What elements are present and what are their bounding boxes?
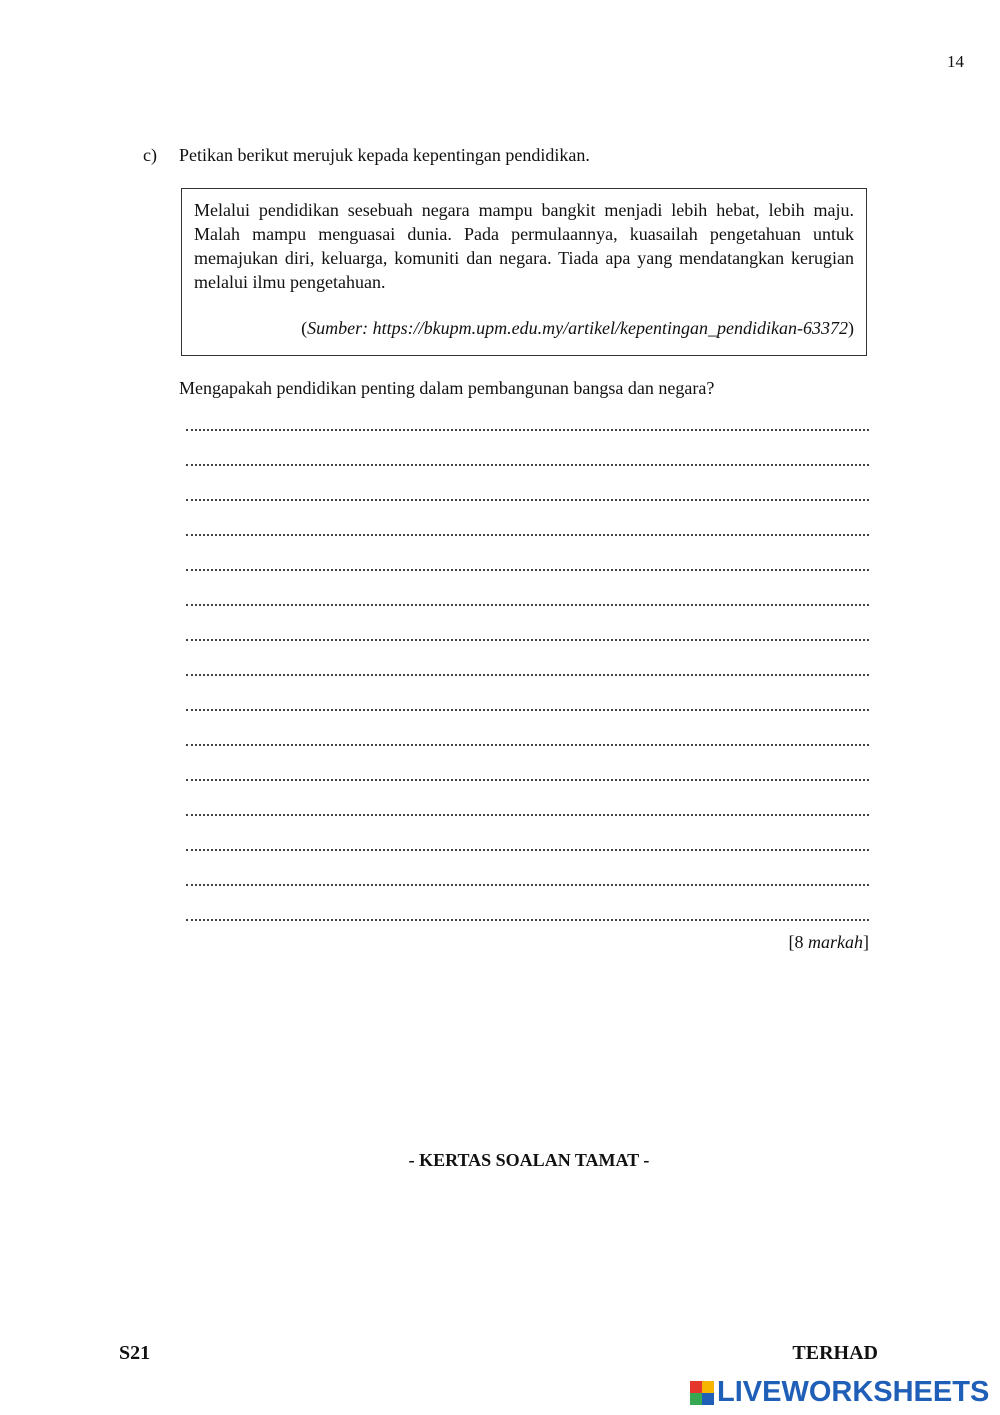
answer-area[interactable] (186, 420, 869, 921)
answer-line[interactable] (186, 420, 869, 431)
answer-line[interactable] (186, 606, 869, 641)
question-intro: Petikan berikut merujuk kepada kepentingan pendidikan. (179, 145, 590, 165)
answer-line[interactable] (186, 676, 869, 711)
source-citation: Sumber: https://bkupm.upm.edu.my/artikel/kepentingan_pendidikan-63372 (307, 318, 848, 338)
passage-box (181, 188, 867, 356)
answer-line[interactable] (186, 431, 869, 466)
answer-line[interactable] (186, 466, 869, 501)
answer-line[interactable] (186, 851, 869, 886)
answer-line[interactable] (186, 501, 869, 536)
logo-text: LIVEWORKSHEETS (717, 1376, 990, 1408)
question-label: c) (143, 145, 157, 165)
page-number: 14 (947, 52, 964, 71)
marks-allocation (789, 932, 870, 953)
answer-line[interactable] (186, 886, 869, 921)
logo-square (702, 1393, 714, 1405)
answer-line[interactable] (186, 746, 869, 781)
marks-word: markah (808, 932, 863, 952)
answer-line[interactable] (186, 571, 869, 606)
question-header (143, 145, 590, 166)
passage-text: Melalui pendidikan sesebuah negara mampu bangkit menjadi lebih hebat, lebih maju. Malah mampu menguasai dunia. Pada permulaannya, kuasailah pengetahuan untuk memajukan diri, keluarga, komuniti dan negara. Tiada apa yang mendatangkan kerugian melalui ilmu pengetahuan. (194, 200, 854, 292)
answer-line[interactable] (186, 536, 869, 571)
source-close-paren: ) (848, 318, 854, 338)
logo-mark-icon (690, 1381, 714, 1405)
answer-line[interactable] (186, 711, 869, 746)
answer-line[interactable] (186, 781, 869, 816)
marks-close: ] (863, 932, 869, 952)
source-open-paren: ( (301, 318, 308, 338)
logo-square (702, 1381, 714, 1393)
liveworksheets-logo (690, 1376, 989, 1409)
logo-square (690, 1381, 702, 1393)
answer-line[interactable] (186, 641, 869, 676)
answer-line[interactable] (186, 816, 869, 851)
footer-classification: TERHAD (792, 1342, 878, 1364)
passage-source (194, 316, 854, 340)
marks-open: [8 (788, 932, 808, 952)
end-of-paper-title: - KERTAS SOALAN TAMAT - (408, 1150, 650, 1170)
footer-code: S21 (119, 1342, 151, 1364)
logo-square (690, 1393, 702, 1405)
question-prompt: Mengapakah pendidikan penting dalam pembangunan bangsa dan negara? (179, 378, 715, 398)
